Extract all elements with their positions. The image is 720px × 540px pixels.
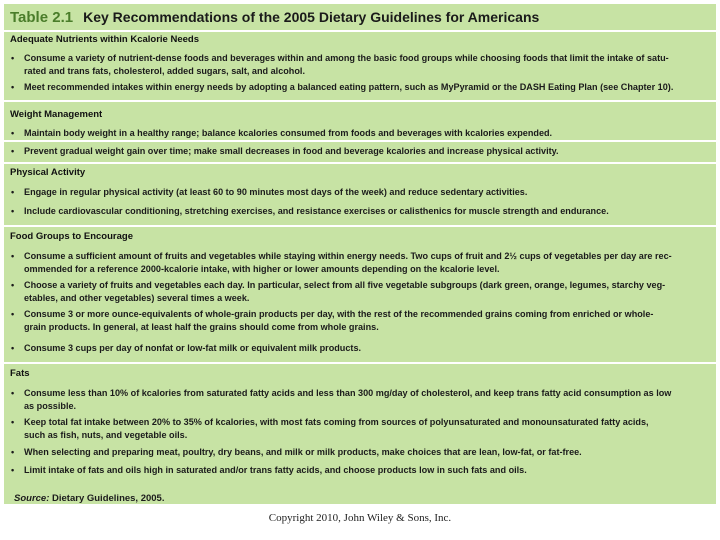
section-heading: Adequate Nutrients within Kcalorie Needs	[10, 34, 199, 45]
copyright-notice: Copyright 2010, John Wiley & Sons, Inc.	[268, 512, 452, 524]
text-line: etables, and other vegetables) several times a week.	[24, 293, 250, 303]
bullet-point: •	[11, 417, 15, 427]
list-item-text	[24, 308, 708, 334]
bullet-point: •	[11, 447, 15, 457]
section-heading: Food Groups to Encourage	[10, 231, 133, 242]
bullet-point: •	[11, 388, 15, 398]
row-divider	[4, 225, 716, 227]
text-line: Include cardiovascular conditioning, stretching exercises, and resistance exercises or calisthenics for muscle strength and endurance.	[24, 206, 609, 216]
text-line: ommended for a reference 2000-kcalorie intake, with higher or lower amounts depending on the kcalorie level.	[24, 264, 500, 274]
source-note	[14, 493, 165, 504]
text-line: Keep total fat intake between 20% to 35% of kcalories, with most fats coming from sources of polyunsaturated and monounsaturated fatty acids,	[24, 417, 649, 427]
bullet-point: •	[11, 53, 15, 63]
table-title-bar	[4, 4, 716, 32]
text-line: grain products. In general, at least half the grains should come from whole grains.	[24, 322, 379, 332]
table-title: Key Recommendations of the 2005 Dietary Guidelines for Americans	[83, 9, 540, 25]
text-line: Meet recommended intakes within energy needs by adopting a balanced eating pattern, such as MyPyramid or the DASH Eating Plan (see Chapter 10).	[24, 82, 674, 92]
row-divider	[4, 162, 716, 164]
text-line: Engage in regular physical activity (at least 60 to 90 minutes most days of the week) and reduce sedentary activities.	[24, 187, 528, 197]
bullet-point: •	[11, 343, 15, 353]
bullet-point: •	[11, 82, 15, 92]
text-line: Consume less than 10% of kcalories from saturated fatty acids and less than 300 mg/day of cholesterol, and keep trans fatty acid consumption as low	[24, 388, 672, 398]
list-item-text	[24, 145, 708, 158]
section-heading: Fats	[10, 368, 30, 379]
text-line: Consume a sufficient amount of fruits and vegetables while staying within energy needs. Two cups of fruit and 2½ cups of vegetables per day are rec-	[24, 251, 672, 261]
table-number: Table 2.1	[10, 8, 74, 26]
text-line: rated and trans fats, cholesterol, added sugars, salt, and alcohol.	[24, 66, 305, 76]
source-text: Dietary Guidelines, 2005.	[52, 493, 165, 504]
bullet-point: •	[11, 251, 15, 261]
guidelines-table	[4, 4, 716, 504]
text-line: When selecting and preparing meat, poultry, dry beans, and milk or milk products, make choices that are lean, low-fat, or fat-free.	[24, 447, 582, 457]
text-line: Consume 3 or more ounce-equivalents of whole-grain products per day, with the rest of the recommended grains coming from enriched or whole-	[24, 309, 654, 319]
bullet-point: •	[11, 187, 15, 197]
text-line: Maintain body weight in a healthy range; balance kcalories consumed from foods and beverages with kcalories expended.	[24, 128, 553, 138]
row-divider	[4, 362, 716, 364]
section-heading: Physical Activity	[10, 167, 86, 178]
list-item-text	[24, 205, 708, 218]
bullet-point: •	[11, 206, 15, 216]
list-item-text	[24, 250, 708, 276]
text-line: as possible.	[24, 401, 77, 411]
bullet-point: •	[11, 128, 15, 138]
list-item-text	[24, 127, 708, 140]
list-item-text	[24, 446, 708, 459]
list-item-text	[24, 279, 708, 305]
bullet-point: •	[11, 146, 15, 156]
list-item-text	[24, 416, 708, 442]
text-line: Prevent gradual weight gain over time; make small decreases in food and beverage kcalories and increase physical activity.	[24, 146, 559, 156]
text-line: Consume a variety of nutrient-dense foods and beverages within and among the basic food groups while choosing foods that limit the intake of satu-	[24, 53, 669, 63]
list-item-text	[24, 81, 708, 94]
row-divider	[4, 140, 716, 142]
text-line: such as fish, nuts, and vegetable oils.	[24, 430, 188, 440]
source-label: Source:	[14, 493, 50, 504]
list-item-text	[24, 52, 708, 78]
section-heading: Weight Management	[10, 109, 103, 120]
list-item-text	[24, 387, 708, 413]
text-line: Choose a variety of fruits and vegetables each day. In particular, select from all five vegetable subgroups (dark green, orange, legumes, starchy veg-	[24, 280, 666, 290]
bullet-point: •	[11, 309, 15, 319]
row-divider	[4, 100, 716, 102]
text-line: Limit intake of fats and oils high in saturated and/or trans fatty acids, and choose products low in such fats and oils.	[24, 465, 527, 475]
bullet-point: •	[11, 465, 15, 475]
text-line: Consume 3 cups per day of nonfat or low-fat milk or equivalent milk products.	[24, 343, 362, 353]
list-item-text	[24, 464, 708, 477]
list-item-text	[24, 342, 708, 355]
list-item-text	[24, 186, 708, 199]
bullet-point: •	[11, 280, 15, 290]
